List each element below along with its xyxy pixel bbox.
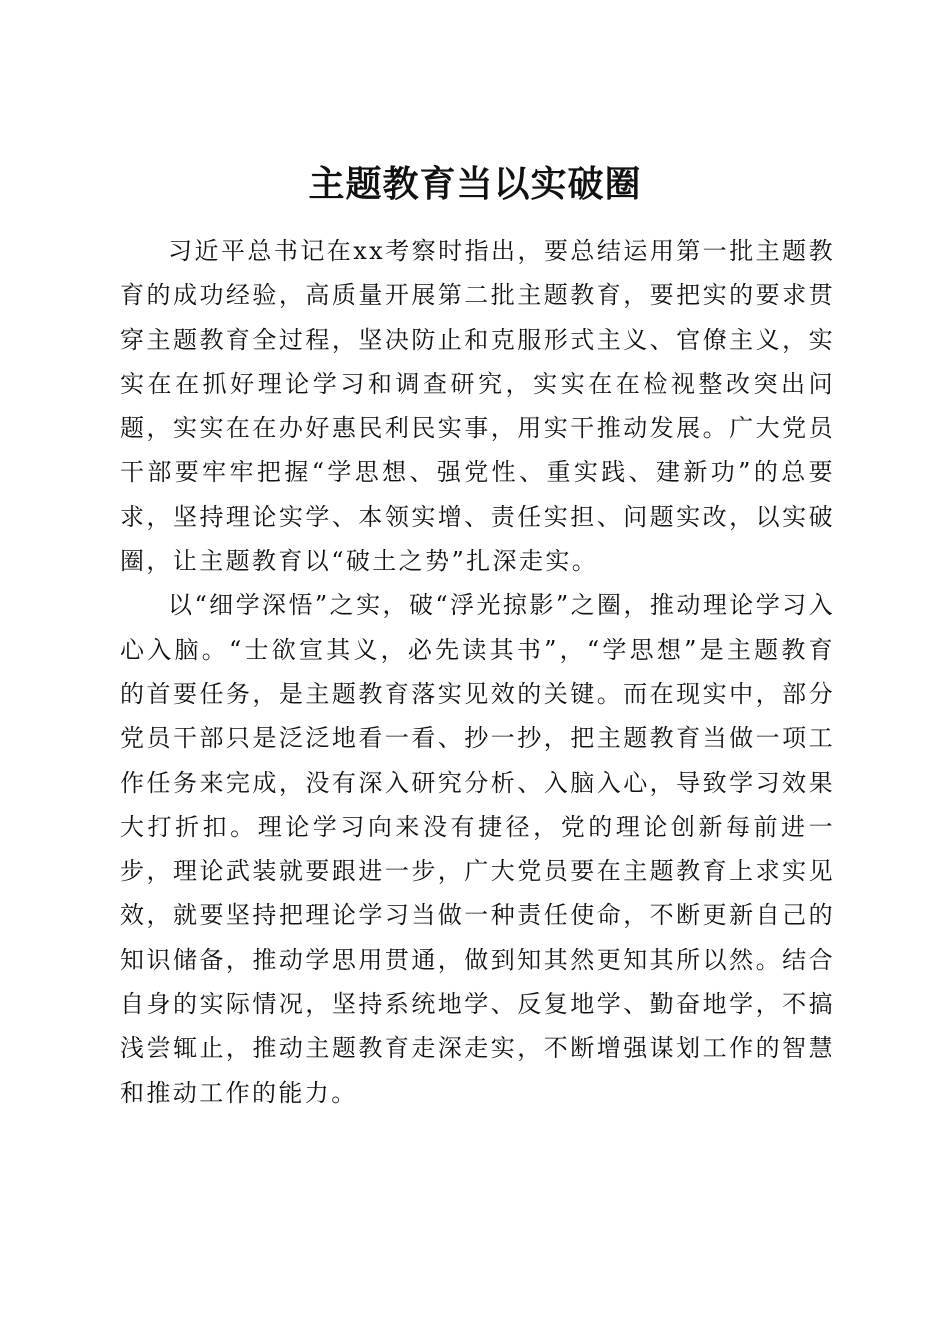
document-body: [120, 229, 835, 1115]
document-title: 主题教育当以实破圈: [308, 163, 642, 206]
paragraph-1: 习近平总书记在xx考察时指出，要总结运用第一批主题教育的成功经验，高质量开展第二批主题教育，要把实的要求贯穿主题教育全过程，坚决防止和克服形式主义、官僚主义，实实在在抓好理论学习和调查研究，实实在在检视整改突出问题，实实在在办好惠民利民实事，用实干推动发展。广大党员干部要牢牢把握“学思想、强党性、重实践、建新功”的总要求，坚持理论实学、本领实增、责任实担、问题实改，以实破圈，让主题教育以“破土之势”扎深走实。: [120, 237, 835, 576]
paragraph-2: 以“细学深悟”之实，破“浮光掠影”之圈，推动理论学习入心入脑。“士欲宣其义，必先读其书”，“学思想”是主题教育的首要任务，是主题教育落实见效的关键。而在现实中，部分党员干部只是泛泛地看一看、抄一抄，把主题教育当做一项工作任务来完成，没有深入研究分析、入脑入心，导致学习效果大打折扣。理论学习向来没有捷径，党的理论创新每前进一步，理论武装就要跟进一步，广大党员要在主题教育上求实见效，就要坚持把理论学习当做一种责任使命，不断更新自己的知识储备，推动学思用贯通，做到知其然更知其所以然。结合自身的实际情况，坚持系统地学、反复地学、勤奋地学，不搞浅尝辄止，推动主题教育走深走实，不断增强谋划工作的智慧和推动工作的能力。: [120, 591, 835, 1107]
